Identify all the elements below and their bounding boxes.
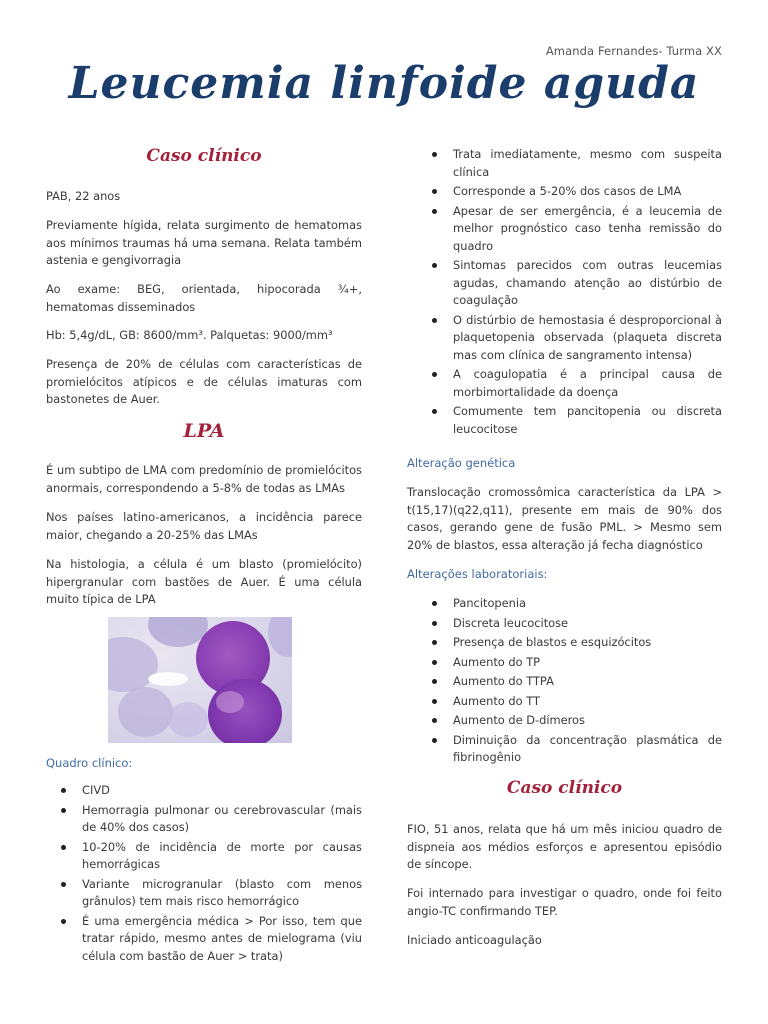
list-item: Aumento do TT bbox=[453, 693, 722, 711]
caso-paragraph: Hb: 5,4g/dL, GB: 8600/mm³. Palquetas: 9000/mm³ bbox=[46, 328, 333, 342]
promyelocyte-microscopy-image bbox=[108, 617, 292, 743]
lpa-title: LPA bbox=[183, 420, 225, 442]
list-item: CIVD bbox=[82, 782, 362, 800]
list-item: Sintomas parecidos com outras leucemias agudas, chamando atenção ao distúrbio de coagulação bbox=[453, 257, 722, 310]
list-item: Aumento do TTPA bbox=[453, 673, 722, 691]
caso2-paragraph: FIO, 51 anos, relata que há um mês iniciou quadro de dispneia aos médios esforços e apresentou episódio de síncope. bbox=[407, 822, 722, 871]
alteracao-genetica-heading: Alteração genética bbox=[407, 456, 516, 470]
list-item: 10-20% de incidência de morte por causas hemorrágicas bbox=[82, 839, 362, 874]
list-item: Hemorragia pulmonar ou cerebrovascular (mais de 40% dos casos) bbox=[82, 802, 362, 837]
list-item: Comumente tem pancitopenia ou discreta leucocitose bbox=[453, 403, 722, 438]
list-item: Pancitopenia bbox=[453, 595, 722, 613]
lpa-features-list bbox=[453, 146, 722, 440]
caso-paragraph: Previamente hígida, relata surgimento de hematomas aos mínimos traumas há uma semana. Relata também astenia e gengivorragia bbox=[46, 218, 362, 267]
list-item: Apesar de ser emergência, é a leucemia de melhor prognóstico caso tenha remissão do quadro bbox=[453, 203, 722, 256]
list-item: Trata imediatamente, mesmo com suspeita clínica bbox=[453, 146, 722, 181]
quadro-clinico-list bbox=[82, 782, 362, 967]
lpa-paragraph: Na histologia, a célula é um blasto (promielócito) hipergranular com bastões de Auer. É uma célula muito típica de LPA bbox=[46, 557, 362, 606]
author-name: Amanda Fernandes- Turma XX bbox=[545, 44, 722, 58]
list-item: Diminuição da concentração plasmática de fibrinogênio bbox=[453, 732, 722, 767]
caso2-paragraph: Foi internado para investigar o quadro, onde foi feito angio-TC confirmando TEP. bbox=[407, 886, 722, 918]
list-item: O distúrbio de hemostasia é desproporcional à plaquetopenia observada (plaqueta discreta mas com clínica de sangramento intensa) bbox=[453, 312, 722, 365]
alteracao-genetica-text: Translocação cromossômica característica da LPA > t(15,17)(q22,q11), presente em mais de 90% dos casos, gerando gene de fusão PML. > Mesmo sem 20% de blastos, essa alteração já fecha diagnóstico bbox=[407, 485, 722, 552]
caso-paragraph: Presença de 20% de células com características de promielócitos atípicos e de células imaturas com bastonetes de Auer. bbox=[46, 357, 362, 406]
caso2-paragraph: Iniciado anticoagulação bbox=[407, 933, 542, 947]
alteracoes-laboratoriais-heading: Alterações laboratoriais: bbox=[407, 567, 548, 581]
lab-findings-list bbox=[453, 595, 722, 769]
list-item: A coagulopatia é a principal causa de morbimortalidade da doença bbox=[453, 366, 722, 401]
caso-paragraph: PAB, 22 anos bbox=[46, 189, 121, 203]
lpa-paragraph: Nos países latino-americanos, a incidência parece maior, chegando a 20-25% das LMAs bbox=[46, 510, 362, 542]
list-item: Aumento de D-dímeros bbox=[453, 712, 722, 730]
lpa-paragraph: É um subtipo de LMA com predomínio de promielócitos anormais, correspondendo a 5-8% de todas as LMAs bbox=[46, 463, 362, 495]
page-title: Leucemia linfoide aguda bbox=[68, 58, 700, 109]
caso-clinico-title: Caso clínico bbox=[146, 146, 262, 166]
list-item: Corresponde a 5-20% dos casos de LMA bbox=[453, 183, 722, 201]
caso-paragraph: Ao exame: BEG, orientada, hipocorada ¾+, hematomas disseminados bbox=[46, 282, 362, 314]
quadro-clinico-heading: Quadro clínico: bbox=[46, 756, 133, 770]
caso-clinico-2-title: Caso clínico bbox=[506, 778, 623, 798]
list-item: Aumento do TP bbox=[453, 654, 722, 672]
list-item: Variante microgranular (blasto com menos grânulos) tem mais risco hemorrágico bbox=[82, 876, 362, 911]
list-item: Presença de blastos e esquizócitos bbox=[453, 634, 722, 652]
list-item: Discreta leucocitose bbox=[453, 615, 722, 633]
list-item: É uma emergência médica > Por isso, tem que tratar rápido, mesmo antes de mielograma (viu célula com bastão de Auer > trata) bbox=[82, 913, 362, 966]
